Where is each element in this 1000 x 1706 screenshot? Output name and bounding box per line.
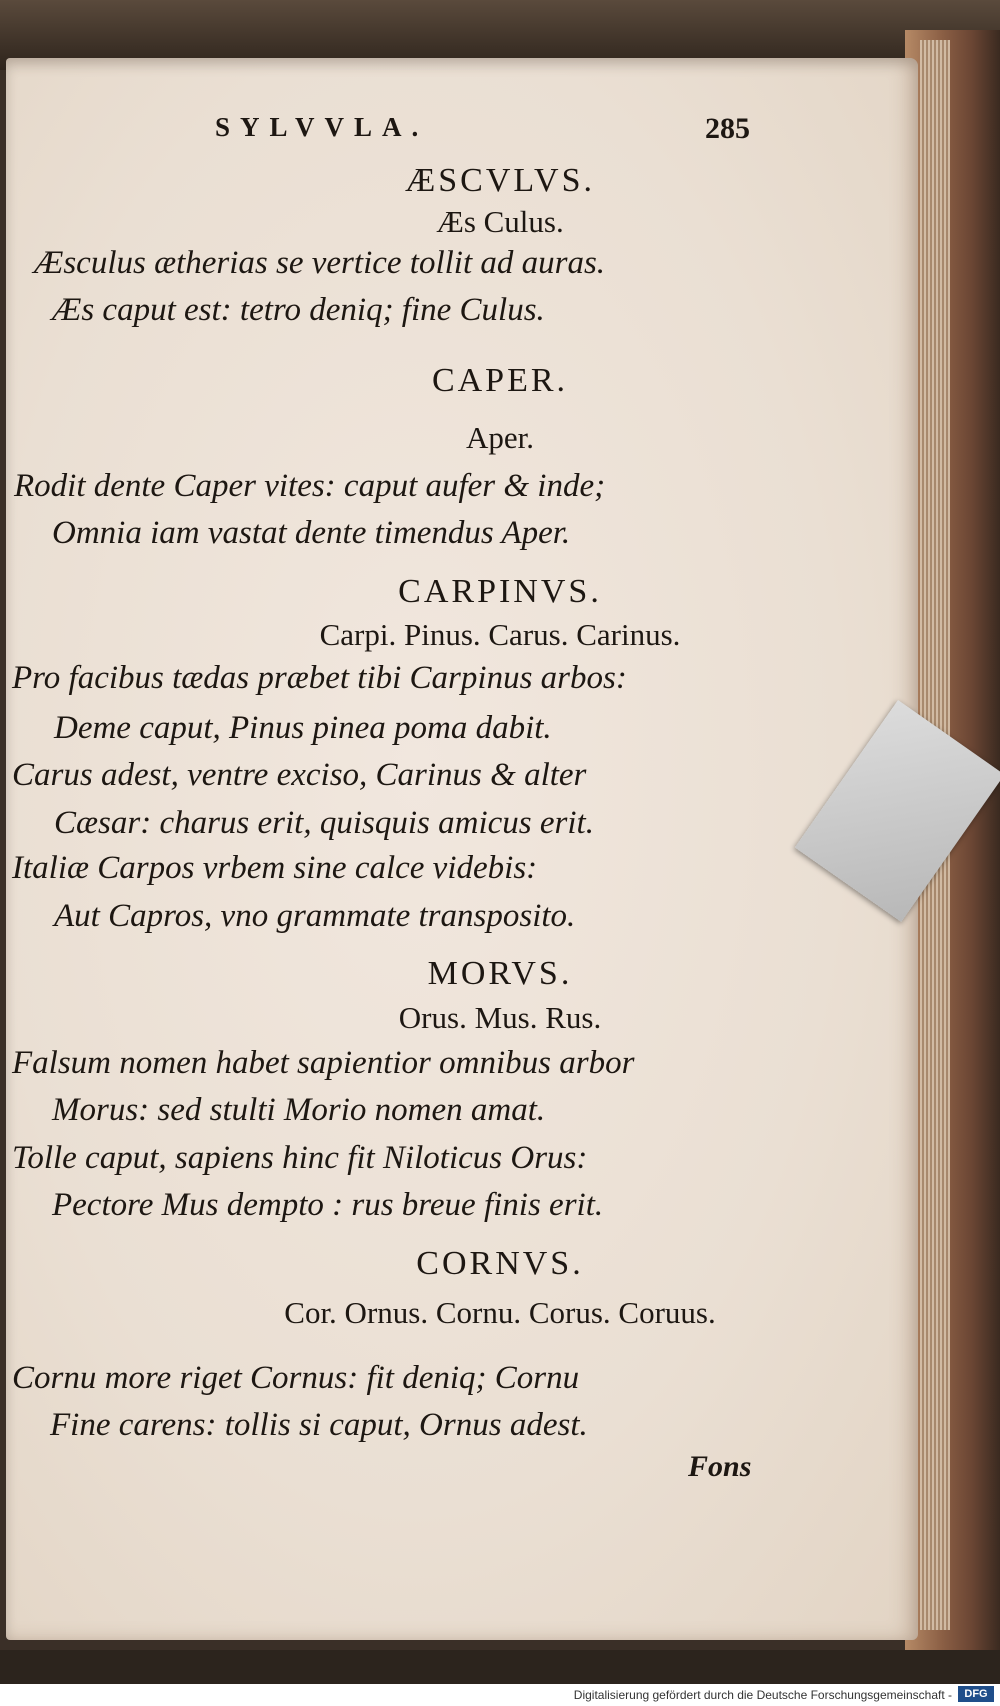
entry-heading: CORNVS. bbox=[416, 1245, 584, 1282]
verse-line: Carus adest, ventre exciso, Carinus & alter bbox=[12, 757, 587, 793]
entry-heading: CAPER. bbox=[431, 362, 569, 399]
verse-line: Deme caput, Pinus pinea poma dabit. bbox=[54, 710, 552, 746]
verse-line: Aut Capros, vno grammate transposito. bbox=[54, 898, 576, 934]
verse-line: Cæsar: charus erit, quisquis amicus erit. bbox=[54, 805, 594, 841]
dfg-credit-text: Digitalisierung gefördert durch die Deutsche Forschungsgemeinschaft - bbox=[573, 1688, 952, 1702]
running-head-title: SYLVVLA. bbox=[215, 112, 429, 142]
entry-subheading: Æs Culus. bbox=[436, 204, 564, 239]
entry-heading: ÆSCVLVS. bbox=[405, 162, 595, 199]
verse-line: Morus: sed stulti Morio nomen amat. bbox=[52, 1092, 546, 1128]
verse-line: Fine carens: tollis si caput, Ornus adest. bbox=[50, 1407, 588, 1443]
entry-heading: CARPINVS. bbox=[398, 573, 602, 610]
entry-subheading: Aper. bbox=[465, 420, 534, 455]
entry-subheading: Orus. Mus. Rus. bbox=[398, 1000, 602, 1035]
verse-line: Pectore Mus dempto : rus breue finis erit. bbox=[52, 1187, 604, 1223]
verse-line: Falsum nomen habet sapientior omnibus arbor bbox=[12, 1045, 635, 1081]
entry-heading: MORVS. bbox=[427, 955, 573, 992]
catchword: Fons bbox=[688, 1450, 752, 1483]
verse-line: Omnia iam vastat dente timendus Aper. bbox=[52, 515, 571, 551]
dfg-logo: DFG bbox=[958, 1686, 994, 1702]
verse-line: Cornu more riget Cornus: fit deniq; Cornu bbox=[12, 1360, 580, 1396]
verse-line: Italiæ Carpos vrbem sine calce videbis: bbox=[12, 850, 538, 886]
entry-subheading: Cor. Ornus. Cornu. Corus. Coruus. bbox=[284, 1295, 716, 1330]
verse-line: Pro facibus tædas præbet tibi Carpinus arbos: bbox=[12, 660, 627, 696]
page-number: 285 bbox=[705, 112, 750, 145]
entry-subheading: Carpi. Pinus. Carus. Carinus. bbox=[319, 617, 681, 652]
verse-line: Æs caput est: tetro deniq; fine Culus. bbox=[52, 292, 545, 328]
verse-line: Tolle caput, sapiens hinc fit Niloticus Orus: bbox=[12, 1140, 588, 1176]
verse-line: Æsculus ætherias se vertice tollit ad auras. bbox=[34, 245, 606, 281]
scan-bottom-bar bbox=[0, 1650, 1000, 1684]
verse-line: Rodit dente Caper vites: caput aufer & inde; bbox=[14, 468, 606, 504]
